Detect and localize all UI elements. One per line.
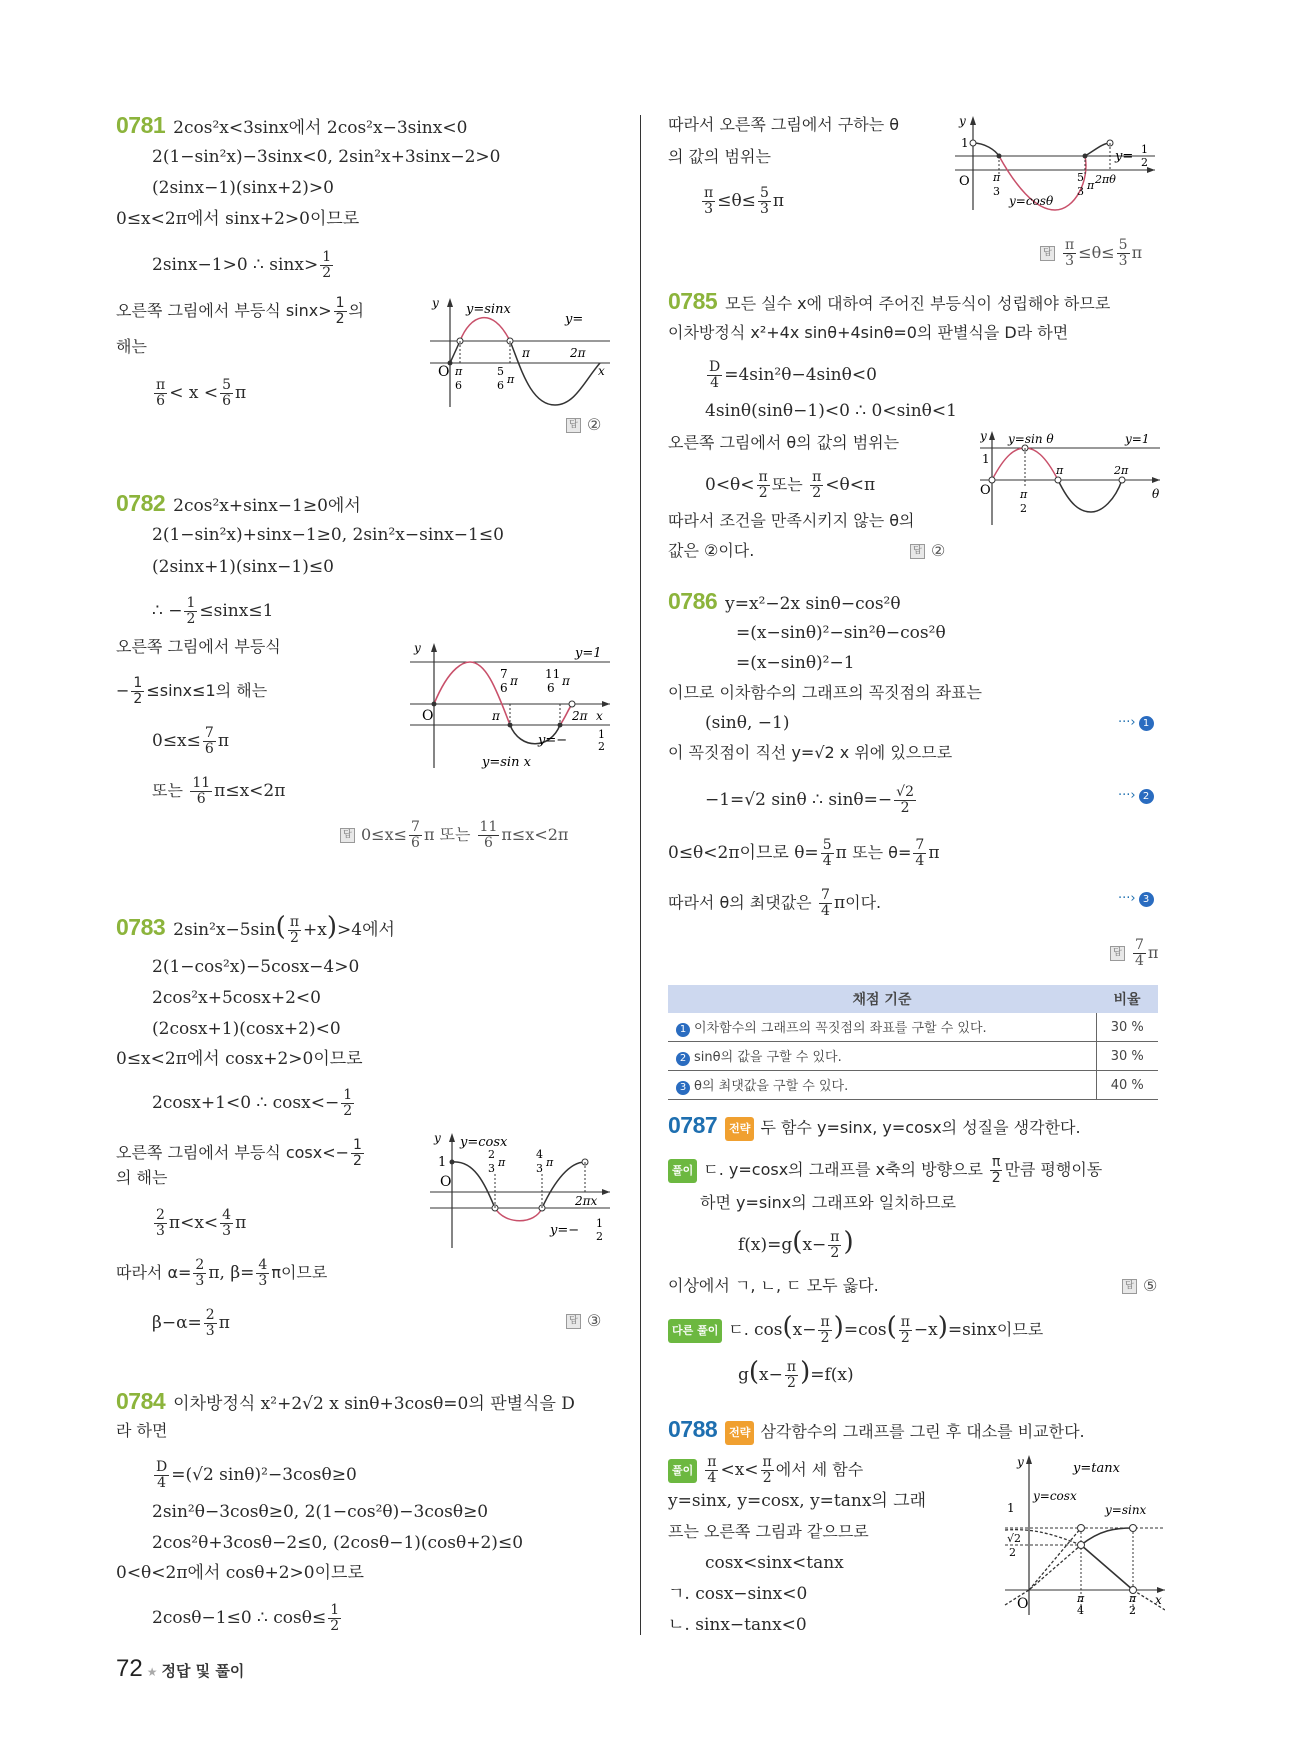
svg-text:y=: y= <box>565 312 584 327</box>
problem-0784-line-6: 2cosθ−1≤0 ∴ cosθ≤ $\frac{1}{2}$ <box>152 1602 340 1634</box>
problem-0785-line-5: 0<θ< $\frac{\pi}{2}$ 또는 $\frac{\pi}{2}$ <θ<π <box>705 469 876 501</box>
problem-number: 0781 <box>116 112 166 138</box>
problem-0785-line-8: 따라서 조건을 만족시키지 않는 θ의 <box>668 511 915 530</box>
problem-0781-line-1: 2(1−sin²x)−3sinx<0, 2sin²x+3sinx−2>0 <box>152 147 501 167</box>
problem-0783-line-5: 2cosx+1<0 ∴ cosx<− $\frac{1}{2}$ <box>152 1087 353 1119</box>
problem-0781-line-4: 2sinx−1>0 ∴ sinx> $\frac{1}{2}$ <box>152 249 332 281</box>
alt-solution-tag: 다른 풀이 <box>668 1319 722 1343</box>
problem-0783-line-9: β−α= $\frac{2}{3}$ π <box>152 1307 230 1339</box>
problem-0783-line-2: 2cos²x+5cosx+2<0 <box>152 988 321 1008</box>
svg-text:π: π <box>507 373 515 386</box>
problem-0787-line-1: 풀이 ㄷ. y=cosx의 그래프를 x축의 방향으로 $\frac{\pi}{2}$ 만큼 평행이동 <box>668 1155 1102 1186</box>
svg-text:π: π <box>546 1156 554 1169</box>
problem-0785-line-4: 오른쪽 그림에서 θ의 값의 범위는 <box>668 433 900 452</box>
problem-0788-line-6: ㄴ. sinx−tanx<0 <box>668 1615 807 1635</box>
problem-0786-line-3: 이므로 이차함수의 그래프의 꼭짓점의 좌표는 <box>668 683 983 702</box>
problem-0784-line-2: $\frac{D}{4}$ =(√2 sinθ)²−3cosθ≥0 <box>156 1459 357 1491</box>
star-icon: ★ <box>146 1665 158 1679</box>
svg-text:6: 6 <box>497 379 504 392</box>
svg-text:θ: θ <box>1152 487 1160 501</box>
svg-text:6: 6 <box>547 681 555 695</box>
graph-0788-trig <box>995 1450 1165 1615</box>
svg-text:O: O <box>980 483 991 498</box>
problem-0787-line-4: 이상에서 ㄱ, ㄴ, ㄷ 모두 옳다. <box>668 1276 879 1295</box>
graph-0781-sin <box>430 295 610 410</box>
svg-text:y=−: y=− <box>538 733 568 748</box>
svg-text:y: y <box>980 430 987 443</box>
problem-0784-line-4: 2cos²θ+3cosθ−2≤0, (2cosθ−1)(cosθ+2)≤0 <box>152 1533 524 1553</box>
problem-0785-line-1: 이차방정식 x²+4x sinθ+4sinθ=0의 판별식을 D라 하면 <box>668 323 1069 342</box>
svg-text:2: 2 <box>1141 156 1148 169</box>
answer-0787: 답 ⑤ <box>1122 1275 1157 1297</box>
svg-text:11: 11 <box>545 667 561 681</box>
answer-0786: 답 $\frac{7}{4}$ π <box>1110 938 1158 969</box>
problem-0784-line-1: 라 하면 <box>116 1421 168 1440</box>
svg-text:x: x <box>598 364 605 378</box>
section-label: 정답 및 풀이 <box>161 1662 245 1680</box>
svg-text:1: 1 <box>1007 1501 1015 1515</box>
problem-0783-solution: $\frac{2}{3}$ π<x< $\frac{4}{3}$ π <box>156 1207 247 1239</box>
problem-0781-line-5: 오른쪽 그림에서 부등식 sinx> $\frac{1}{2}$ 의 <box>116 295 365 327</box>
svg-text:3: 3 <box>1077 185 1084 198</box>
svg-text:π: π <box>522 346 530 360</box>
grading-row: 2 sinθ의 값을 구할 수 있다. 30 % <box>668 1042 1158 1071</box>
svg-text:y: y <box>1017 1455 1024 1469</box>
svg-text:2π: 2π <box>570 346 586 360</box>
svg-text:2: 2 <box>596 1230 603 1243</box>
graph-0785-sin <box>980 430 1170 530</box>
svg-text:π: π <box>455 365 463 378</box>
problem-0787-alt-1: g(x− $\frac{\pi}{2}$ )=f(x) <box>738 1357 854 1391</box>
answer-0782: 답 0≤x≤ $\frac{7}{6}$ π 또는 $\frac{11}{6}$ π≤x<2π <box>340 820 568 851</box>
page-number: 72 <box>116 1655 143 1682</box>
svg-text:y=1: y=1 <box>575 646 602 661</box>
svg-text:y: y <box>434 1131 441 1145</box>
problem-0787-line-2: 하면 y=sinx의 그래프와 일치하므로 <box>700 1193 956 1212</box>
step-marker-2: ···› 2 <box>1118 785 1154 807</box>
step-marker-1: ···› 1 <box>1118 712 1154 734</box>
svg-text:y=: y= <box>1115 149 1134 164</box>
answer-0785: 답 ② <box>910 540 945 562</box>
problem-0786-line-4: (sinθ, −1) <box>705 713 790 733</box>
grading-header: 채점 기준 비율 <box>668 985 1158 1013</box>
svg-text:2: 2 <box>1009 1546 1016 1559</box>
svg-text:y=sinx: y=sinx <box>1105 1503 1147 1517</box>
problem-0781-line-3: 0≤x<2π에서 sinx+2>0이므로 <box>116 209 360 229</box>
problem-0788-line-3: 프는 오른쪽 그림과 같으므로 <box>668 1522 869 1541</box>
svg-text:π: π <box>1129 1592 1137 1605</box>
svg-text:y: y <box>414 641 421 655</box>
problem-0782-line-3: ∴ − $\frac{1}{2}$ ≤sinx≤1 <box>152 595 274 627</box>
grading-row: 3 θ의 최댓값을 구할 수 있다. 40 % <box>668 1071 1158 1100</box>
problem-0784-line-0: 0784 이차방정식 x²+2√2 x sinθ+3cosθ=0의 판별식을 D <box>116 1388 575 1414</box>
svg-text:1: 1 <box>961 136 969 150</box>
problem-0787-alt-0: 다른 풀이 ㄷ. cos(x− $\frac{\pi}{2}$ )=cos( $\frac{\pi}{2}$ −x)=sinx이므로 <box>668 1315 1043 1346</box>
answer-0781: 답 ② <box>566 414 601 436</box>
svg-text:y=1: y=1 <box>1125 432 1150 446</box>
problem-0787-line-3: f(x)=g(x− $\frac{\pi}{2}$ ) <box>738 1227 854 1261</box>
answer-0783: 답 ③ <box>566 1310 601 1332</box>
problem-0783-line-6: 오른쪽 그림에서 부등식 cosx<− $\frac{1}{2}$ <box>116 1137 362 1169</box>
strategy-tag: 전략 <box>725 1117 754 1141</box>
answer-0784: 답 $\frac{\pi}{3}$ ≤θ≤ $\frac{5}{3}$ π <box>1040 238 1142 269</box>
svg-text:2: 2 <box>598 740 605 753</box>
page-footer <box>116 1655 244 1683</box>
svg-text:4: 4 <box>536 1148 543 1161</box>
problem-0782-line-7: 0≤x≤ $\frac{7}{6}$ π <box>152 725 230 757</box>
problem-0783-line-3: (2cosx+1)(cosx+2)<0 <box>152 1019 341 1039</box>
svg-text:x: x <box>1155 1593 1162 1607</box>
problem-0786-line-7: 0≤θ<2π이므로 θ= $\frac{5}{4}$ π 또는 θ= $\frac{7}{4}$ π <box>668 837 940 869</box>
svg-text:2: 2 <box>1129 1604 1136 1615</box>
svg-text:π: π <box>1020 488 1028 501</box>
problem-0784-line-5: 0<θ<2π에서 cosθ+2>0이므로 <box>116 1563 364 1583</box>
svg-text:4: 4 <box>1077 1604 1084 1615</box>
problem-0785-line-2: $\frac{D}{4}$ =4sin²θ−4sinθ<0 <box>709 359 877 391</box>
graph-0783-cos <box>430 1130 610 1250</box>
svg-text:1: 1 <box>438 1155 447 1170</box>
svg-text:2πx: 2πx <box>575 1194 598 1208</box>
answer-icon: 답 <box>566 418 581 433</box>
svg-text:y=cosx: y=cosx <box>460 1135 508 1150</box>
problem-0782-line-2: (2sinx+1)(sinx−1)≤0 <box>152 557 334 577</box>
problem-0785-line-9: 값은 ②이다. <box>668 541 755 560</box>
svg-text:O: O <box>959 174 970 189</box>
svg-text:2: 2 <box>1020 502 1027 515</box>
problem-0784-line-7: 따라서 오른쪽 그림에서 구하는 θ <box>668 115 900 134</box>
grading-row: 1 이차함수의 그래프의 꼭짓점의 좌표를 구할 수 있다. 30 % <box>668 1013 1158 1042</box>
svg-text:5: 5 <box>497 365 504 378</box>
problem-0782-line-0: 0782 2cos²x+sinx−1≥0에서 <box>116 490 361 516</box>
svg-text:2π: 2π <box>1114 464 1129 477</box>
svg-text:2πθ: 2πθ <box>1095 173 1116 186</box>
svg-text:6: 6 <box>455 379 462 392</box>
svg-text:y=sin x: y=sin x <box>482 755 531 770</box>
problem-0783-line-4: 0≤x<2π에서 cosx+2>0이므로 <box>116 1049 363 1069</box>
step-marker-3: ···› 3 <box>1118 888 1154 910</box>
svg-text:π: π <box>1087 179 1095 192</box>
svg-text:1: 1 <box>598 728 605 741</box>
problem-0786-line-9: 따라서 θ의 최댓값은 $\frac{7}{4}$ π이다. <box>668 887 882 919</box>
svg-text:O: O <box>438 364 450 380</box>
column-divider <box>640 115 641 1635</box>
svg-text:√2: √2 <box>1007 1532 1022 1545</box>
svg-text:1: 1 <box>596 1217 603 1230</box>
problem-0786-line-6: −1=√2 sinθ ∴ sinθ=− $\frac{√2}{2}$ <box>705 784 914 816</box>
graph-0782-sin <box>410 640 610 770</box>
svg-text:x: x <box>596 709 603 723</box>
svg-text:y=tanx: y=tanx <box>1073 1461 1120 1476</box>
svg-text:π: π <box>1056 464 1064 477</box>
fraction: $\frac{1}{2}$ <box>322 249 332 281</box>
svg-text:y=cosθ: y=cosθ <box>1009 194 1054 208</box>
svg-text:O: O <box>1017 1596 1029 1612</box>
svg-text:O: O <box>440 1174 452 1190</box>
solution-tag: 풀이 <box>668 1159 697 1183</box>
problem-0784-solution: $\frac{\pi}{3}$ ≤θ≤ $\frac{5}{3}$ π <box>704 185 785 217</box>
problem-0781-line-2: (2sinx−1)(sinx+2)>0 <box>152 178 334 198</box>
problem-0782-line-6: − $\frac{1}{2}$ ≤sinx≤1의 해는 <box>116 675 268 707</box>
problem-0783-line-7: 의 해는 <box>116 1168 168 1187</box>
problem-0783-line-0: 0783 2sin²x−5sin( $\frac{\pi}{2}$ +x)>4에서 <box>116 912 395 946</box>
problem-0785-line-0: 0785 모든 실수 x에 대하여 주어진 부등식이 성립해야 하므로 <box>668 288 1111 314</box>
svg-text:3: 3 <box>536 1162 543 1175</box>
problem-0786-line-2: =(x−sinθ)²−1 <box>736 653 855 673</box>
svg-text:y=sin θ: y=sin θ <box>1008 432 1054 446</box>
svg-text:3: 3 <box>993 185 1000 198</box>
problem-0782-line-1: 2(1−sin²x)+sinx−1≥0, 2sin²x−sinx−1≤0 <box>152 525 504 545</box>
svg-text:7: 7 <box>500 667 508 681</box>
svg-text:2: 2 <box>488 1148 495 1161</box>
svg-text:π: π <box>993 171 1001 184</box>
svg-text:1: 1 <box>1141 143 1148 156</box>
svg-text:2π: 2π <box>572 709 588 723</box>
svg-text:π: π <box>1077 1592 1085 1605</box>
problem-0788-line-5: ㄱ. cosx−sinx<0 <box>668 1584 808 1604</box>
problem-0784-line-3: 2sin²θ−3cosθ≥0, 2(1−cos²θ)−3cosθ≥0 <box>152 1502 489 1522</box>
svg-text:5: 5 <box>1077 171 1084 184</box>
svg-text:3: 3 <box>488 1162 495 1175</box>
svg-text:y=−: y=− <box>550 1223 580 1238</box>
problem-0784-line-8: 의 값의 범위는 <box>668 147 771 166</box>
problem-0785-line-3: 4sinθ(sinθ−1)<0 ∴ 0<sinθ<1 <box>705 401 957 421</box>
problem-0788-line-0: 0788 전략 삼각함수의 그래프를 그린 후 대소를 비교한다. <box>668 1418 1085 1445</box>
problem-0781-line-0: 0781 2cos²x<3sinx에서 2cos²x−3sinx<0 <box>116 112 468 138</box>
problem-0787-line-0: 0787 전략 두 함수 y=sinx, y=cosx의 성질을 생각한다. <box>668 1114 1081 1141</box>
svg-text:O: O <box>422 708 434 724</box>
problem-0786-line-0: 0786 y=x²−2x sinθ−cos²θ <box>668 588 901 614</box>
problem-0782-line-8: 또는 $\frac{11}{6}$ π≤x<2π <box>152 775 286 807</box>
problem-0788-line-2: y=sinx, y=cosx, y=tanx의 그래 <box>668 1491 927 1511</box>
problem-0786-line-1: =(x−sinθ)²−sin²θ−cos²θ <box>736 623 946 643</box>
svg-text:π: π <box>562 674 570 688</box>
problem-0783-line-1: 2(1−cos²x)−5cosx−4>0 <box>152 957 360 977</box>
problem-0786-line-5: 이 꼭짓점이 직선 y=√2 x 위에 있으므로 <box>668 743 953 762</box>
problem-0782-line-5: 오른쪽 그림에서 부등식 <box>116 637 281 656</box>
svg-text:π: π <box>510 674 518 688</box>
svg-text:y: y <box>959 115 966 128</box>
svg-text:1: 1 <box>982 452 990 466</box>
svg-text:π: π <box>498 1156 506 1169</box>
problem-0788-line-1: 풀이 $\frac{\pi}{4}$ <x< $\frac{\pi}{2}$ 에서 세 함수 <box>668 1455 863 1486</box>
svg-text:y: y <box>432 296 439 310</box>
problem-0781-solution: $\frac{\pi}{6}$ < x < $\frac{5}{6}$ π <box>156 377 247 409</box>
grading-table <box>668 985 1158 1100</box>
svg-text:6: 6 <box>500 681 508 695</box>
problem-0781-line-7: 해는 <box>116 337 147 356</box>
problem-0788-line-4: cosx<sinx<tanx <box>705 1553 844 1573</box>
graph-0784-cos <box>955 115 1165 215</box>
problem-0783-line-8: 따라서 α= $\frac{2}{3}$ π, β= $\frac{4}{3}$ π이므로 <box>116 1257 328 1289</box>
svg-text:y=cosx: y=cosx <box>1033 1489 1077 1503</box>
svg-text:π: π <box>492 709 500 723</box>
svg-text:y=sinx: y=sinx <box>466 302 511 317</box>
